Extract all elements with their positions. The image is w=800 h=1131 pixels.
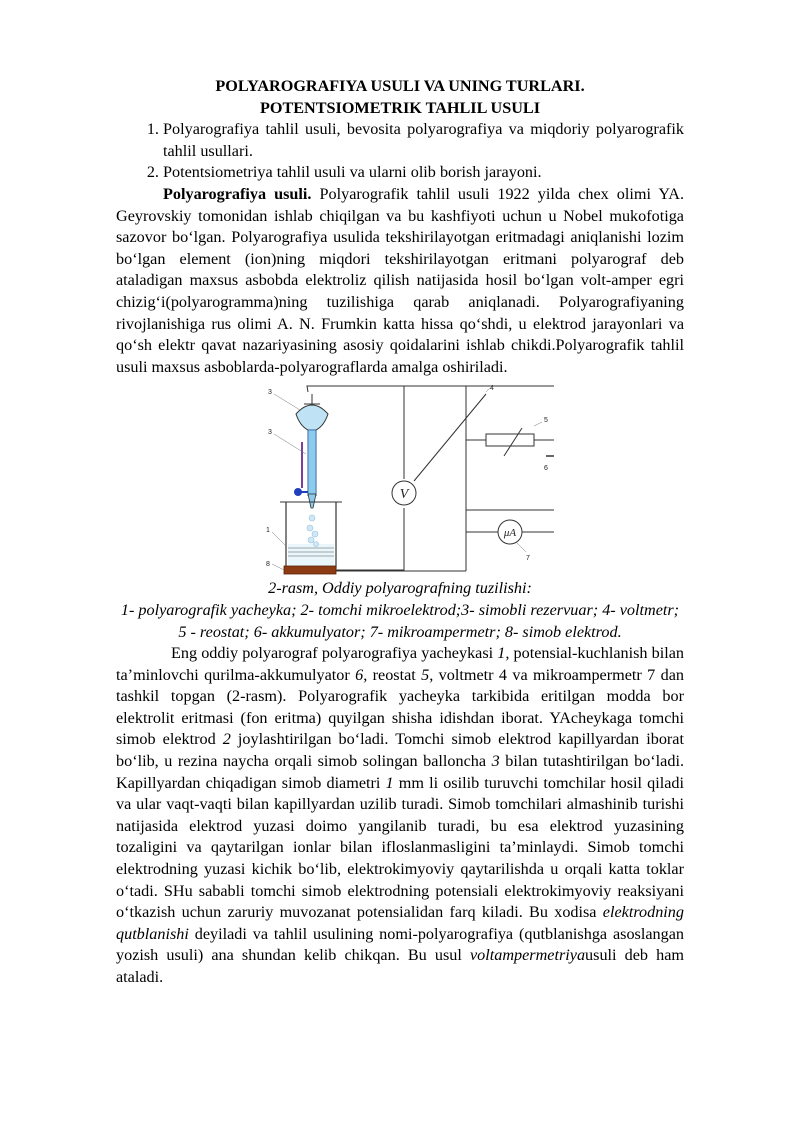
- text-run: usuli deb ham ataladi.: [116, 946, 684, 986]
- polarograph-figure: [116, 384, 684, 576]
- figure-label: 5: [544, 417, 548, 425]
- figure-label: 6: [544, 465, 548, 473]
- title-line-1: POLYAROGRAFIYA USULI VA UNING TURLARI.: [215, 77, 585, 95]
- text-run-italic: 1,: [497, 644, 510, 663]
- figure-label: 8: [266, 561, 270, 569]
- paragraph-body: Polyarografik tahlil usuli 1922 yilda chex olimi YA. Geyrovskiy tomonidan ishlab chiqilgan va bu kashfiyoti uchun u Nobel mukofotiga sazovor bo‘lgan. Polyarografiya usulida tekshirilayotgan eritmadagi aniqlanishi lozim bo‘lgan element (ion)ning miqdori tekshirilayotgan eritmani polyarograf deb ataladigan maxsus asbobda elektroliz qilish natijasida hosil bo‘lgan volt-amper egri chizig‘i(polyarogramma)ning tuzilishiga qarab aniqlanadi. Polyarografiyaning rivojlanishiga rus olimi A. N. Frumkin katta hissa qo‘shdi, u elektrod jarayonlari va qo‘sh elektr qavat nazariyasining asosiy qoidalarini ishlab chikdi.Polyarografik tahlil usuli maxsus asboblarda-polyarograflarda amalga oshiriladi.: [116, 184, 684, 376]
- title-line-2: POTENTSIOMETRIK TAHLIL USULI: [259, 98, 541, 117]
- voltmeter-symbol: V: [399, 487, 409, 503]
- topic-item: 1. Polyarografiya tahlil usuli, bevosita polyarografiya va miqdoriy polyarografik tahlil usullari.: [163, 119, 684, 162]
- text-run: bilan tutashtirilgan bo‘ladi. Kapillyardan chiqadigan simob diametri: [116, 752, 685, 792]
- text-run: joylashtirilgan bo‘ladi. Tomchi simob elektrod kapillyardan iborat bo‘lib, u rezina naycha orqali simob solingan balloncha: [116, 730, 684, 771]
- microammeter-symbol: μA: [503, 527, 517, 540]
- text-run: voltmetr 4 va mikroampermetr 7 dan tashkil topgan (2-rasm). Polyarografik yacheyka tarkibida eritilgan modda bor elektrolit eritmasi (fon eritma) quyilgan shisha idishdan iborat. YAcheykaga tomchi simob elektrod: [116, 665, 684, 749]
- figure-label: 7: [526, 555, 530, 563]
- text-run-italic: 2: [222, 730, 231, 749]
- document-page: [116, 76, 684, 989]
- topic-list: [116, 119, 684, 184]
- paragraph-description: [116, 643, 684, 989]
- text-run: deyiladi va tahlil usulining nomi-polyarografiya (qutblanishga asoslangan yozish usuli) ana shundan kelib chikqan. Bu usul: [116, 924, 684, 965]
- topic-item: 2. Potentsiometriya tahlil usuli va ularni olib borish jarayoni.: [163, 162, 684, 184]
- text-run-italic: 1: [385, 773, 394, 792]
- text-run: reostat: [367, 665, 422, 684]
- text-run: potensial-kuchlanish bilan ta’minlovchi qurilma-akkumulyator: [116, 644, 684, 684]
- mercury-electrode: [284, 566, 336, 574]
- reostat: [486, 434, 534, 446]
- mercury-reservoir: [296, 405, 328, 430]
- text-run-italic: voltampermetriya: [469, 946, 586, 965]
- figure-label: 1: [266, 527, 270, 535]
- text-run-italic: 6,: [355, 665, 368, 684]
- figure-label: 4: [490, 385, 494, 393]
- paragraph-intro: [116, 184, 684, 378]
- document-title: [116, 76, 684, 119]
- text-run: mm li osilib turuvchi tomchilar hosil qiladi va ular vaqt-vaqti bilan kapillyardan uzilib turadi. Simob tomchilari almashinib turishi natijasida elektrod yuzasi doimo yangilanib turadi, bu esa elektrod yuzasining tozaligini va qaytarilgan ionlar bilan ifloslanmasligini ta’minlaydi. Simob tomchi elektrodning yuzasi kichik bo‘lib, elektrokimyoviy qaytarilishda u orqali katta toklar o‘tadi. SHu sababli tomchi simob elektrodning potensiali elektrokimyoviy reaksiyani o‘tkazish uchun zaruriy muvozanat potensialidan farq kiladi. Bu xodisa: [116, 773, 684, 922]
- text-run: Eng oddiy polyarograf polyarografiya yacheykasi: [171, 644, 498, 663]
- text-run-italic: 5,: [421, 665, 434, 684]
- figure-label: 3: [268, 429, 272, 437]
- figure-caption-title: 2-rasm, Oddiy polyarografning tuzilishi:: [268, 579, 532, 598]
- polarograph-diagram: [264, 384, 554, 576]
- text-run-italic: elektrodning qutblanishi: [116, 903, 684, 943]
- figure-caption-legend: 1- polyarografik yacheyka; 2- tomchi mikroelektrod;3- simobli rezervuar; 4- voltmetr; 5 - reostat; 6- akkumulyator; 7- mikroampermetr; 8- simob elektrod.: [120, 600, 680, 641]
- text-run-italic: 3: [491, 752, 500, 771]
- figure-label: 3: [268, 389, 272, 397]
- paragraph-lead: Polyarografiya usuli.: [163, 184, 312, 203]
